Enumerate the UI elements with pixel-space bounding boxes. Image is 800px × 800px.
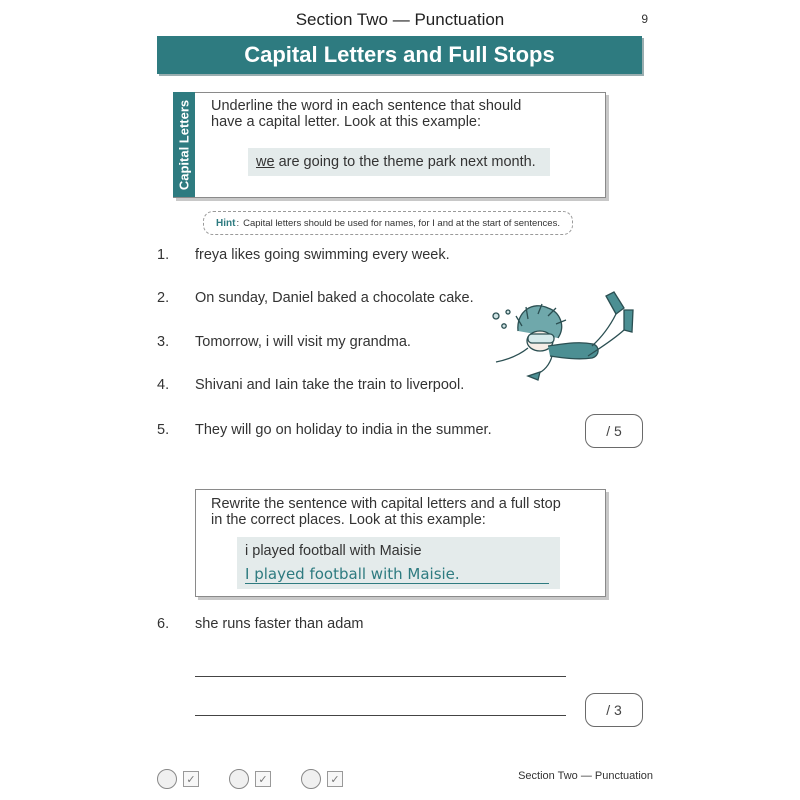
question-number: 6.	[157, 616, 170, 632]
hint-banner: Hint : Capital letters should be used for names, for I and at the start of sentences.	[203, 211, 573, 235]
question-number: 1.	[157, 247, 170, 263]
example-underlined-word: we	[256, 154, 275, 170]
check-icon[interactable]: ✓	[255, 771, 271, 787]
example-original: i played football with Maisie	[245, 543, 422, 559]
section-header: Section Two — Punctuation	[295, 10, 505, 29]
score-box-1: / 5	[585, 414, 643, 448]
hint-text: Capital letters should be used for names, for I and at the start of sentences.	[243, 217, 560, 229]
swimmer-illustration	[488, 286, 638, 388]
page-title: Capital Letters and Full Stops	[157, 36, 642, 74]
question-text[interactable]: They will go on holiday to india in the summer.	[195, 422, 492, 438]
question-text[interactable]: Tomorrow, i will visit my grandma.	[195, 334, 411, 350]
question-number: 4.	[157, 377, 170, 393]
check-icon[interactable]: ✓	[327, 771, 343, 787]
side-tab-label: Capital Letters	[176, 99, 192, 190]
score-box-2: / 3	[585, 693, 643, 727]
example-sentence-2	[237, 537, 560, 589]
sad-face-icon[interactable]	[157, 769, 177, 789]
question-number: 5.	[157, 422, 170, 438]
example-rest: are going to the theme park next month.	[274, 154, 536, 170]
instruction-text-1: Underline the word in each sentence that should have a capital letter. Look at this example:	[211, 98, 522, 130]
instruction-text-2: Rewrite the sentence with capital letters and a full stop in the correct places. Look at this example:	[211, 496, 561, 528]
example-answer: I played football with Maisie.	[245, 565, 460, 583]
page-number: 9	[641, 12, 648, 26]
side-tab	[173, 92, 195, 197]
question-text: she runs faster than adam	[195, 616, 364, 632]
happy-face-icon[interactable]	[301, 769, 321, 789]
footer-section-label: Section Two — Punctuation	[518, 770, 653, 782]
neutral-face-icon[interactable]	[229, 769, 249, 789]
question-text[interactable]: On sunday, Daniel baked a chocolate cake.	[195, 290, 474, 306]
question-text[interactable]: freya likes going swimming every week.	[195, 247, 450, 263]
hint-label: Hint	[216, 217, 236, 229]
question-number: 2.	[157, 290, 170, 306]
answer-line[interactable]	[195, 715, 566, 716]
self-assessment	[157, 769, 343, 789]
example-sentence-1	[248, 148, 550, 176]
question-text[interactable]: Shivani and Iain take the train to liverpool.	[195, 377, 465, 393]
answer-line[interactable]	[195, 676, 566, 677]
question-number: 3.	[157, 334, 170, 350]
check-icon[interactable]: ✓	[183, 771, 199, 787]
